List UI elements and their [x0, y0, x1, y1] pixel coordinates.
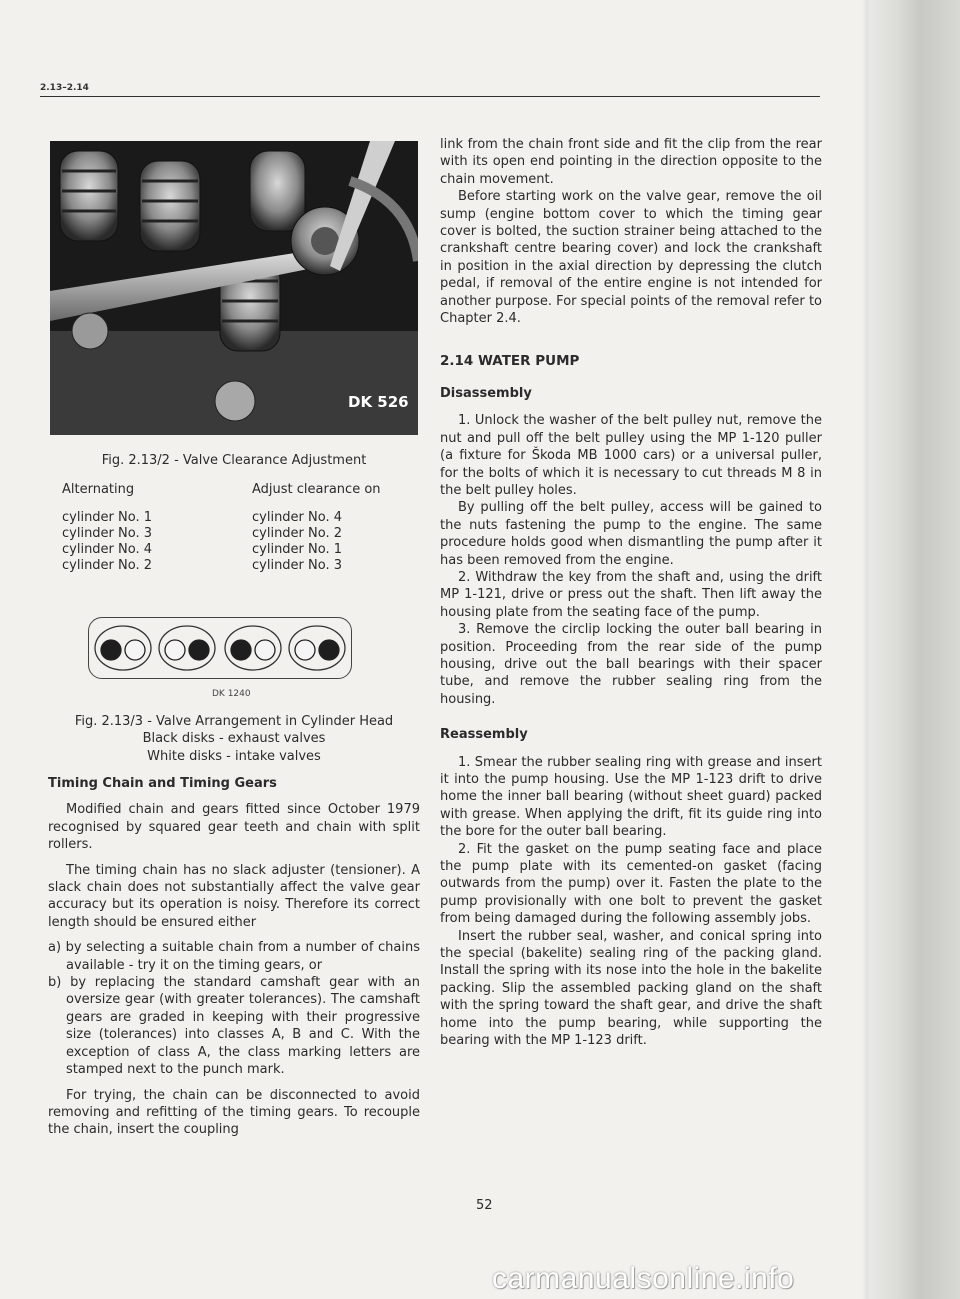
right-paragraph-2: Before starting work on the valve gear, remove the oil sump (engine bottom cover to which the timing gear cover is bolted, the suction strainer being attached to the crankshaft centre bearing cover) and lock the crankshaft in position in the axial direction by depressing the clutch pedal, if removal of the entire engine is not intended for another purpose. For special points of the removal refer to Chapter 2.4. — [440, 189, 822, 327]
watermark: carmanualsonline.info — [492, 1262, 795, 1295]
photo-illustration — [50, 141, 418, 435]
table-cell-alternating: cylinder No. 1 — [62, 510, 153, 525]
reassembly-step-2: 2. Fit the gasket on the pump seating face and place the pump plate with its cemented-on gasket (facing outwards from the pump) over it. Fasten the plate to the pump provisionally with one bolt to prevent the gasket from being damaged during the following assembly jobs. — [440, 841, 822, 927]
table-row — [62, 510, 422, 526]
table-cell-alternating: cylinder No. 2 — [62, 558, 153, 573]
right-paragraph-1: link from the chain front side and fit the clip from the rear with its open end pointing in the direction opposite to the chain movement. — [440, 137, 822, 187]
disassembly-step-1: 1. Unlock the washer of the belt pulley nut, remove the nut and pull off the belt pulley using the MP 1-120 puller (a fixture for Škoda MB 1000 cars) or a universal puller, for the bolts of which it is necessary to cut threads M 8 in the belt pulley holes. — [440, 413, 822, 498]
table-row — [62, 558, 422, 574]
timing-paragraph-3: For trying, the chain can be disconnected to avoid removing and refitting of the timing gears. To recouple the chain, insert the coupling — [48, 1087, 420, 1138]
exhaust-valve-disk — [231, 640, 251, 660]
reassembly-step-2-continued: Insert the rubber seal, washer, and conical spring into the special (bakelite) sealing ring of the packing gland. Install the spring with its nose into the hole in the bakelite packing. Slip the assembled packing gland on the shaft with the spring toward the shaft gear, and drive the shaft home into the pump bearing, while supporting the bearing with the MP 1-123 drift. — [440, 928, 822, 1049]
page-edge-shadow — [862, 0, 960, 1299]
section-label: 2.13–2.14 — [40, 83, 89, 93]
intake-valve-disk — [295, 640, 315, 660]
page-number: 52 — [476, 1198, 493, 1213]
exhaust-valve-disk — [101, 640, 121, 660]
timing-heading: Timing Chain and Timing Gears — [48, 776, 277, 791]
timing-option-b: b) by replacing the standard camshaft gear with an oversize gear (with greater tolerances). The camshaft gears are graded in keeping with their progressive size (tolerances) into classes A, B and C. With the exception of class A, the class marking letters are stamped next to the punch mark. — [48, 975, 420, 1078]
disassembly-step-1-continued: By pulling off the belt pulley, access will be gained to the nuts fastening the pump to the engine. The same procedure holds good when dismantling the pump after it has been removed from the engine. — [440, 500, 822, 568]
table-row — [62, 542, 422, 558]
fig-2-13-2-caption: Fig. 2.13/2 - Valve Clearance Adjustment — [101, 453, 367, 468]
exhaust-valve-disk — [319, 640, 339, 660]
intake-valve-disk — [125, 640, 145, 660]
intake-valve-disk — [255, 640, 275, 660]
disassembly-step-3: 3. Remove the circlip locking the outer ball bearing in position. Proceeding from the rear side of the pump housing, drive out the ball bearings with their spacer tube, and remove the rubber sealing ring from the housing. — [440, 622, 822, 707]
disassembly-step-2: 2. Withdraw the key from the shaft and, using the drift MP 1-121, drive or press out the shaft. Then lift away the housing plate from the seating face of the pump. — [440, 569, 822, 620]
exhaust-valve-disk — [189, 640, 209, 660]
reassembly-heading: Reassembly — [440, 727, 528, 743]
table-cell-adjust: cylinder No. 4 — [252, 510, 343, 525]
table-header-adjust: Adjust clearance on — [252, 482, 381, 497]
photo-label: DK 526 — [348, 393, 409, 411]
water-pump-heading: 2.14 WATER PUMP — [440, 353, 580, 370]
timing-paragraph-1: Modified chain and gears fitted since October 1979 recognised by squared gear teeth and chain with split rollers. — [48, 802, 420, 853]
table-cell-adjust: cylinder No. 2 — [252, 526, 343, 541]
table-cell-adjust: cylinder No. 3 — [252, 558, 343, 573]
disassembly-heading: Disassembly — [440, 385, 532, 401]
table-cell-alternating: cylinder No. 3 — [62, 526, 153, 541]
valve-clearance-photo — [50, 141, 418, 435]
header-rule — [40, 96, 820, 97]
clearance-table — [62, 482, 422, 574]
fig-2-13-3-caption: Fig. 2.13/3 - Valve Arrangement in Cylinder Head — [74, 714, 394, 729]
fig-2-13-3-legend-black: Black disks - exhaust valves — [142, 731, 326, 747]
table-cell-adjust: cylinder No. 1 — [252, 542, 343, 557]
table-row — [62, 526, 422, 542]
intake-valve-disk — [165, 640, 185, 660]
fig-2-13-3-legend-white: White disks - intake valves — [147, 748, 321, 764]
reassembly-step-1: 1. Smear the rubber sealing ring with grease and insert it into the pump housing. Use the MP 1-123 drift to drive home the inner ball bearing (without sheet guard) packed with grease. When applying the drift, fit its guide ring into the bore for the outer ball bearing. — [440, 754, 822, 840]
table-cell-alternating: cylinder No. 4 — [62, 542, 153, 557]
timing-option-a: a) by selecting a suitable chain from a number of chains available - try it on the timing gears, or — [48, 940, 420, 973]
timing-paragraph-2: The timing chain has no slack adjuster (tensioner). A slack chain does not substantially affect the valve gear accuracy but its operation is noisy. Therefore its correct length should be ensured either — [48, 862, 420, 930]
diagram-code: DK 1240 — [212, 689, 251, 699]
table-header-alternating: Alternating — [62, 482, 135, 497]
valve-arrangement-diagram — [88, 617, 352, 679]
